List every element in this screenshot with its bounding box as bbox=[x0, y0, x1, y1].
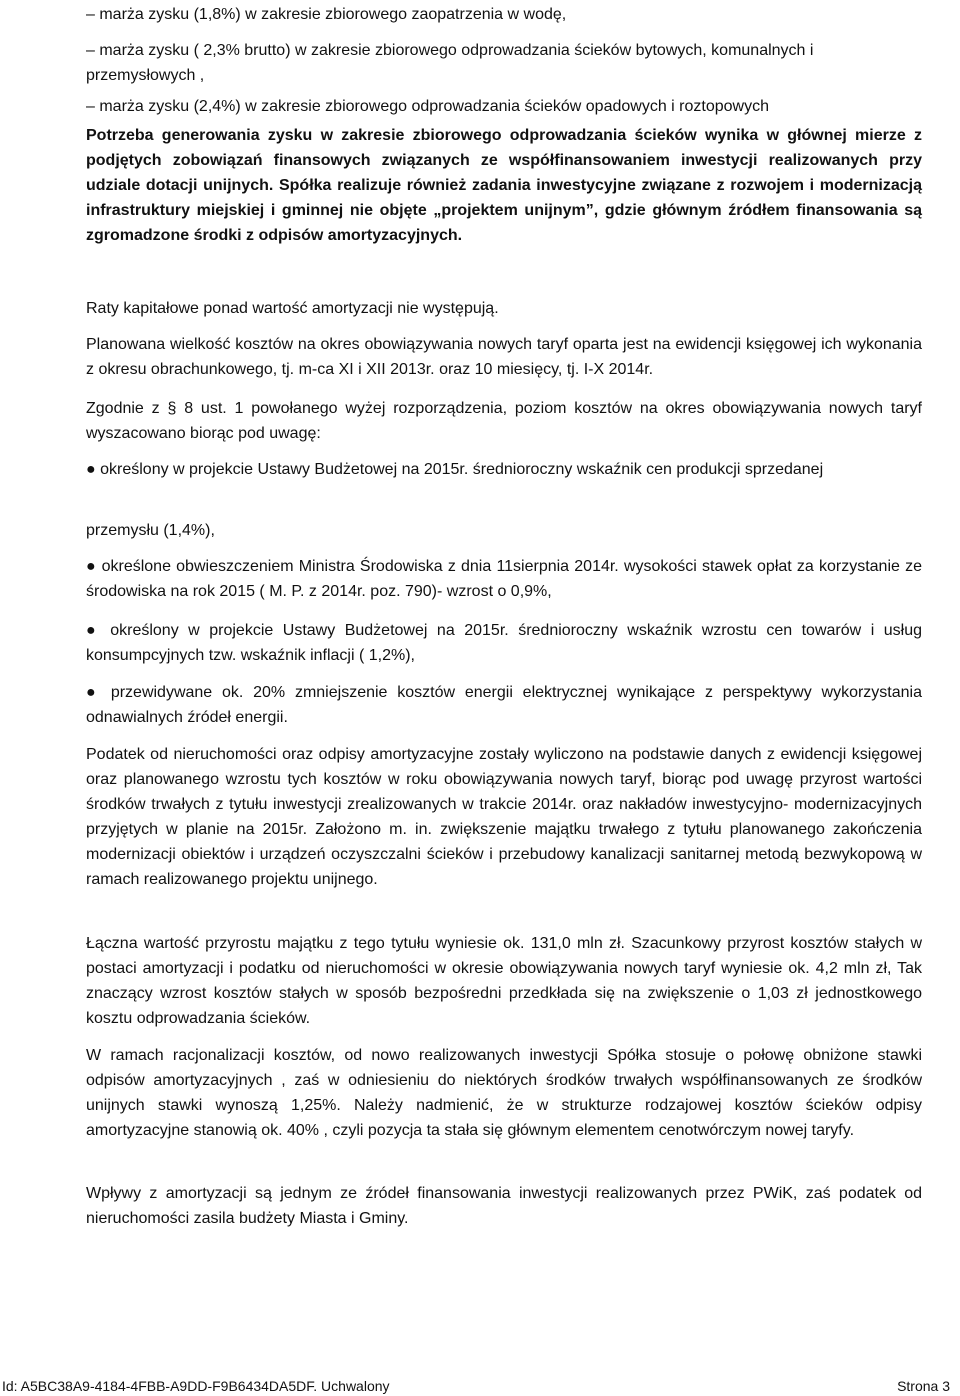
bullet-producer-prices: ● określony w projekcie Ustawy Budżetowej na 2015r. średnioroczny wskaźnik cen produkcji sprzedanej bbox=[86, 461, 824, 478]
depreciation-revenue-paragraph: Wpływy z amortyzacji są jednym ze źródeł finansowania inwestycji realizowanych przez PWiK, zaś podatek od nieruchomości zasila budżety Miasta i Gminy. bbox=[86, 1185, 922, 1227]
bullet-environment-fees: ● określone obwieszczeniem Ministra Środowiska z dnia 11sierpnia 2014r. wysokości stawek opłat za korzystanie ze środowiska na rok 2015 ( M. P. z 2014r. poz. 790)- wzrost o 0,9%, bbox=[86, 558, 922, 600]
page-number: Strona 3 bbox=[897, 1378, 950, 1394]
page-footer bbox=[0, 1374, 960, 1396]
bullet-consumer-prices: ● określony w projekcie Ustawy Budżetowej na 2015r. średnioroczny wskaźnik wzrostu cen towarów i usług konsumpcyjnych tzw. wskaźnik inflacji ( 1,2%), bbox=[86, 622, 922, 664]
cost-rationalization-paragraph: W ramach racjonalizacji kosztów, od nowo realizowanych inwestycji Spółka stosuje o połowę obniżone stawki odpisów amortyzacyjnych , zaś w odniesieniu do niektórych środków trwałych współfinansowanych ze środków unijnych stawki wynoszą 1,25%. Należy nadmienić, że w strukturze rodzajowej kosztów ścieków odpisy amortyzacyjne stanowią ok. 40% , czyli pozycja ta stała się głównym elementem cenotwórczym nowej taryfy. bbox=[86, 1047, 922, 1139]
capital-installments-paragraph: Raty kapitałowe ponad wartość amortyzacji nie występują. bbox=[86, 300, 499, 317]
property-tax-paragraph: Podatek od nieruchomości oraz odpisy amortyzacyjne zostały wyliczono na podstawie danych z ewidencji księgowej oraz planowanego wzrostu tych kosztów w roku obowiązywania nowych taryf, biorąc pod uwagę przyrost wartości środków trwałych z tytułu inwestycji zrealizowanych w trakcie 2014r. oraz nakładów inwestycyjno- modernizacyjnych przyjętych w planie na 2015r. Założono m. in. zwiększenie majątku trwałego z tytułu planowanego zakończenia modernizacji obiektów i urządzeń oczyszczalni ścieków i przebudowy kanalizacji sanitarnej metodą bezwykopową w ramach realizowanego projektu unijnego. bbox=[86, 746, 922, 888]
dash-item-sewage: – marża zysku ( 2,3% brutto) w zakresie zbiorowego odprowadzania ścieków bytowych, komunalnych i przemysłowych , bbox=[86, 42, 814, 84]
dash-item-water: – marża zysku (1,8%) w zakresie zbiorowego zaopatrzenia w wodę, bbox=[86, 6, 567, 23]
asset-growth-paragraph: Łączna wartość przyrostu majątku z tego tytułu wyniesie ok. 131,0 mln zł. Szacunkowy przyrost kosztów stałych w postaci amortyzacji i podatku od nieruchomości w okresie obowiązywania nowych taryf wyniesie ok. 4,2 mln zł, Tak znaczący wzrost kosztów stałych w sposób bezpośredni przedkłada się na zwiększenie o 1,03 zł jednostkowego kosztu odprowadzania ścieków. bbox=[86, 935, 922, 1027]
document-id: Id: A5BC38A9-4184-4FBB-A9DD-F9B6434DA5DF. Uchwalony bbox=[2, 1378, 390, 1394]
dash-item-rainwater: – marża zysku (2,4%) w zakresie zbiorowego odprowadzania ścieków opadowych i roztopowych bbox=[86, 98, 769, 115]
bullet-energy-costs: ● przewidywane ok. 20% zmniejszenie kosztów energii elektrycznej wynikające z perspektywy wykorzystania odnawialnych źródeł energii. bbox=[86, 684, 922, 726]
planned-costs-paragraph: Planowana wielkość kosztów na okres obowiązywania nowych taryf oparta jest na ewidencji księgowej ich wykonania z okresu obrachunkowego, tj. m-ca XI i XII 2013r. oraz 10 miesięcy, tj. I-X 2014r. bbox=[86, 336, 922, 378]
profit-justification-paragraph: Potrzeba generowania zysku w zakresie zbiorowego odprowadzania ścieków wynika w głównej mierze z podjętych zobowiązań finansowych związanych ze współfinansowaniem inwestycji realizowanych przy udziale dotacji unijnych. Spółka realizuje również zadania inwestycyjne związane z rozwojem i modernizacją infrastruktury miejskiej i gminnej nie objęte „projektem unijnym”, gdzie głównym źródłem finansowania są zgromadzone środki z odpisów amortyzacyjnych. bbox=[86, 127, 922, 244]
bullet-producer-prices-cont: przemysłu (1,4%), bbox=[86, 522, 215, 539]
regulation-paragraph: Zgodnie z § 8 ust. 1 powołanego wyżej rozporządzenia, poziom kosztów na okres obowiązywania nowych taryf wyszacowano biorąc pod uwagę: bbox=[86, 400, 922, 442]
